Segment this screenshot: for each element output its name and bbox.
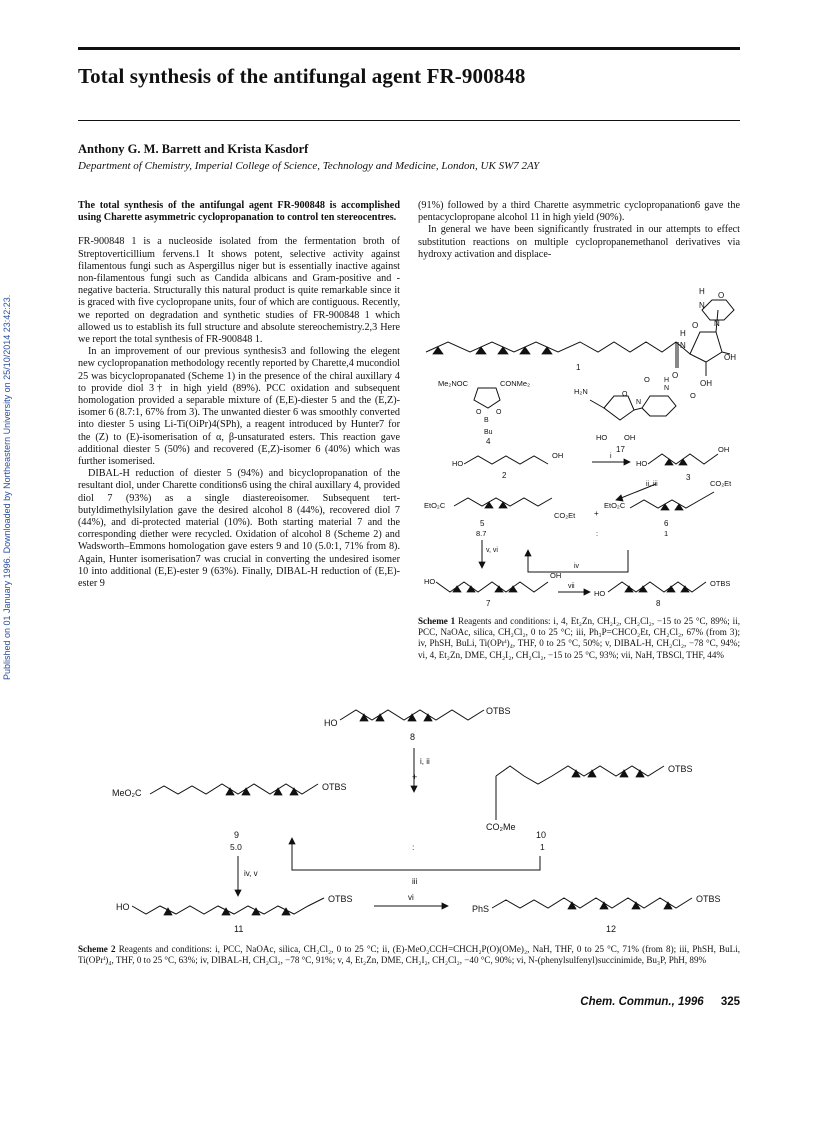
compound-number: 10 [536,830,547,840]
paragraph: (91%) followed by a third Charette asymmetric cyclopropanation6 gave the pentacyclopropane alcohol 11 in high yield (90%). [418,200,740,224]
compound-number: 9 [234,830,240,840]
aux-left-label: Me₂NOC [438,379,468,388]
ester-top-label: CO₂Et [710,479,732,488]
ho-3-label: HO [636,459,648,468]
ester-left-label: EtO₂C [424,501,446,510]
article-title: Total synthesis of the antifungal agent FR-900848 [78,64,526,88]
scheme-2-drawing [78,700,740,940]
nuc-oh-bottom-label: OH [700,379,712,388]
nuc-n2-label: N [714,319,720,328]
aux-o2-label: O [496,409,502,416]
step-i-ii-label: i, ii [420,757,430,766]
nuc-oh-right-label: OH [724,353,736,362]
paragraph: In general we have been significantly frustrated in our attempts to effect substitution reactions on multiple cyclopropanemethanol derivatives via hydroxy activation and displace- [418,224,740,260]
compound-number: 3 [686,473,691,482]
scheme-1 [418,287,740,612]
n17-n2-label: N [636,399,642,406]
amide-h-label: H [680,329,686,338]
ho-8-label: HO [594,589,606,598]
caption-label: Scheme 2 [78,944,116,954]
header-rule [78,120,740,121]
n17-n-label: N [664,385,670,392]
compound-number: 8 [410,732,416,742]
page-number: 325 [720,996,740,1008]
affiliation: Department of Chemistry, Imperial College of Science, Technology and Medicine, London, UK SW7 2AY [78,160,540,172]
step-vi-label: vi [408,893,414,902]
otbs-10-label: OTBS [668,764,693,774]
plus-sign: + [594,509,599,518]
ho-2-label: HO [452,459,464,468]
n17-o-label: O [644,375,650,384]
co2me-label: CO₂Me [486,822,516,832]
ester-right-label: CO₂Et [554,511,576,520]
nuc-o-top-label: O [718,291,725,300]
ho-8-label: HO [324,718,338,728]
n17-o2-label: O [690,391,696,400]
aux-right-label: CONMe₂ [500,379,530,388]
caption-label: Scheme 1 [418,616,456,626]
compound-number: 11 [234,924,244,934]
scheme-2 [78,700,740,940]
step-iv-label: iv [574,563,580,570]
paragraph: FR-900848 1 is a nucleoside isolated from the fermentation broth of Streptoverticillium fervens.1 It shows potent, selective activity against filamentous fungi such as Aspergillus niger but is essentially inactive against non-filamentous fungi such as Candida albicans and Gram-positive and -negative bacteria. Structurally this natural product is quite remarkable since it is graced with five cyclopropane units, four of which are contiguous. Recently, we reported on degradation and synthetic studies of FR-900848 1 which allowed us to establish its full structure and absolute stereochemistry.2,3 Here we report the total synthesis of FR-900848 1. [78,236,400,346]
otbs-11-label: OTBS [328,894,353,904]
scheme-1-drawing [418,287,740,612]
page-footer [580,996,740,1008]
meo2c-label: MeO₂C [112,788,142,798]
ho-7-label: HO [424,577,436,586]
aux-b-label: B [484,417,489,424]
oh-2-label: OH [552,451,564,460]
amide-n-label: N [680,341,686,350]
right-column [418,200,740,261]
compound-number: 8 [656,599,661,608]
ho-11-label: HO [116,902,130,912]
amide-o-label: O [672,371,679,380]
step-i-label: i [610,453,612,460]
ester-left2-label: EtO₂C [604,501,626,510]
caption-text: Reagents and conditions: i, PCC, NaOAc, silica, CH₂Cl₂, 0 to 25 °C; ii, (E)-MeO₂CCH=CHCH₂P(O)(OMe)₂, NaH, THF, 0 to 25 °C, 71% (from 8); iii, PhSH, BuLi, Ti(OPrⁱ)₄, THF, 0 to 25 °C, 63%; iv, DIBAL-H, CH₂Cl₂, −78 °C, 91%; v, 4, Et₂Zn, DME, CH₂I₂, CH₂Cl₂, −40 °C, 90%; vi, N-(phenylsulfenyl)succinimide, Bu₃P, PhH, 89% [78,944,740,966]
compound-number: 4 [486,437,491,446]
otbs-12-label: OTBS [696,894,721,904]
compound-number: 7 [486,599,491,608]
otbs-8-label: OTBS [486,706,511,716]
compound-number: 2 [502,471,507,480]
oh-3-label: OH [718,445,730,454]
ratio-value: 1 [664,529,669,538]
ratio-value: 1 [540,842,545,852]
ratio-value: 8.7 [476,529,487,538]
n17-ho-label: HO [596,433,608,442]
scheme-1-caption [418,616,740,661]
paragraph: DIBAL-H reduction of diester 5 (94%) and bicyclopropanation of the resultant diol, under Charette conditions6 using the chiral auxillary 4, provided diol 7 (93%) as a single diastereoisomer. Subsequent tert-butyldimethylsilylation gave the desired alcohol 8 (44%), recovered diol 7 (44%), and di-protected material (10%). Both starting material 7 and the corresponding diether were recycled. Oxidation of alcohol 8 (Scheme 2) and Wadsworth–Emmons homologation gave esters 9 and 10 (5.0:1, 71% from 8). Again, Hunter isomerisation7 was crucial in converting the undesired isomer 10 into additional (E,E)-ester 9 (63%). Finally, DIBAL-H reduction of (E,E)-ester 9 [78,468,400,590]
author-list: Anthony G. M. Barrett and Krista Kasdorf [78,142,309,156]
n17-o3-label: O [622,391,628,398]
oh-7-label: OH [550,571,562,580]
otbs-9-label: OTBS [322,782,347,792]
nuc-h-label: H [699,287,705,296]
paragraph: In an improvement of our previous synthesis3 and following the elegent new cyclopropanation methodology recently reported by Charette,4 mucondiol 25 was bicyclopropanated (Scheme 1) in the presence of the chiral auxillary 4 to provide diol 3† in high yield (89%). PCC oxidation and subsequent homologation provided a separable mixture of (E,E)-diester 5 and the (E,Z)-isomer 6 (8.7:1, 67% from 3). The unwanted diester 6 was smoothly converted into diester 5 using Li-Ti(OiPr)4(SPh), a reagent introduced by Hunter7 for the (Z) to (E)-isomerisation of α, β-unsaturated esters. This reaction gave additional diester 5 (50%) and recovered (E,Z)-isomer 6 (40%) which was further isomerised. [78,346,400,468]
ratio-colon: : [412,842,415,852]
step-iv-v-label: iv, v [244,869,258,878]
caption-text: Reagents and conditions: i, 4, Et₂Zn, CH₂I₂, CH₂Cl₂, −15 to 25 °C, 89%; ii, PCC, NaOAc, silica, CH₂Cl₂, 0 to 25 °C; iii, Ph₃P=CHCO₂Et, CH₂Cl₂, 67% (from 3); iv, PhSH, BuLi, Ti(OPrⁱ)₄, THF, 0 to 25 °C, 50%; v, DIBAL-H, CH₂Cl₂, −78 °C, 94%; vi, 4, Et₂Zn, DME, CH₂I₂, CH₂Cl₂, −15 to 25 °C, 93%; vii, NaH, TBSCl, THF, 44% [418,616,740,660]
aux-o1-label: O [476,409,482,416]
ratio-value: 5.0 [230,842,242,852]
step-vii-label: vii [568,583,575,590]
abstract: The total synthesis of the antifungal agent FR-900848 is accomplished using Charette asymmetric cyclopropanation to control ten stereocentres. [78,200,400,224]
plus-sign: + [412,772,418,782]
otbs-8-label: OTBS [710,579,731,588]
step-iii-label: iii [412,877,418,886]
left-column [78,200,400,590]
nuc-n-label: N [699,301,705,310]
step-ii-iii-label: ii, iii [646,481,658,488]
compound-number: 5 [480,519,485,528]
phs-label: PhS [472,904,490,914]
compound-number: 6 [664,519,669,528]
journal-citation: Chem. Commun., 1996 [580,996,704,1008]
aux-bu-label: Bu [484,429,493,436]
n17-oh-label: OH [624,433,636,442]
n17-h2n-label: H₂N [574,387,588,396]
ratio-colon: : [596,529,599,538]
step-v-vi-label: v, vi [486,547,498,554]
compound-number: 1 [576,363,581,372]
compound-number: 17 [616,445,625,454]
scheme-2-caption [78,944,740,966]
download-watermark: Published on 01 January 1996. Downloaded by Northeastern University on 25/10/2014 23:42:23. [2,294,12,680]
top-rule [78,47,740,50]
nuc-o-left-label: O [692,321,699,330]
compound-number: 12 [606,924,617,934]
n17-h-label: H [664,377,670,384]
